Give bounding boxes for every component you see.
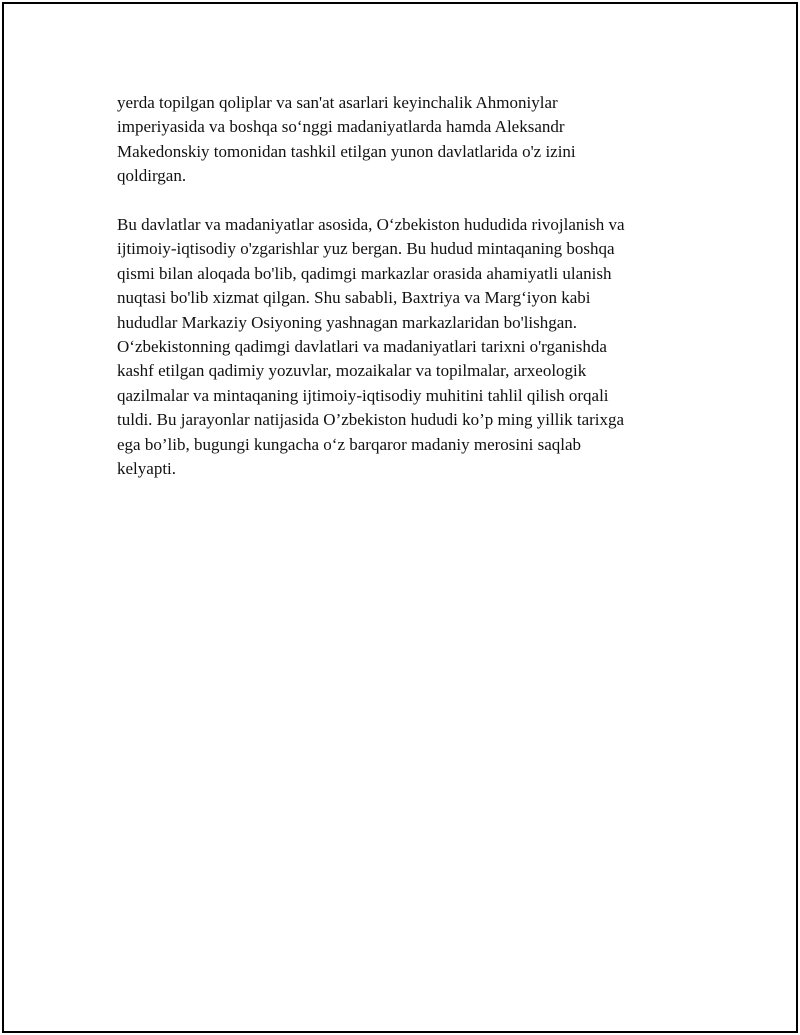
paragraph-1 — [117, 91, 677, 189]
text-line: kashf etilgan qadimiy yozuvlar, mozaikalar va topilmalar, arxeologik — [117, 361, 587, 381]
text-line: imperiyasida va boshqa so‘nggi madaniyatlarda hamda Aleksandr — [117, 117, 565, 137]
text-line: qazilmalar va mintaqaning ijtimoiy-iqtisodiy muhitini tahlil qilish orqali — [117, 385, 609, 405]
text-line: O‘zbekistonning qadimgi davlatlari va madaniyatlari tarixni o'rganishda — [117, 337, 607, 357]
text-line: tuldi. Bu jarayonlar natijasida O’zbekiston hududi ko’p ming yillik tarixga — [117, 410, 625, 430]
text-line: ega bo’lib, bugungi kungacha o‘z barqaror madaniy merosini saqlab — [117, 434, 582, 454]
text-line: hududlar Markaziy Osiyoning yashnagan markazlaridan bo'lishgan. — [117, 312, 578, 332]
text-line: qismi bilan aloqada bo'lib, qadimgi markazlar orasida ahamiyatli ulanish — [117, 263, 612, 283]
paragraph-2 — [117, 213, 677, 481]
text-line: qoldirgan. — [117, 166, 187, 186]
text-line: yerda topilgan qoliplar va san'at asarlari keyinchalik Ahmoniylar — [117, 93, 558, 112]
text-line: kelyapti. — [117, 459, 177, 479]
document-body — [117, 91, 677, 506]
text-line: nuqtasi bo'lib xizmat qilgan. Shu sababli, Baxtriya va Marg‘iyon kabi — [117, 288, 591, 308]
text-line: Bu davlatlar va madaniyatlar asosida, O‘zbekiston hududida rivojlanish va — [117, 215, 625, 235]
text-line: Makedonskiy tomonidan tashkil etilgan yunon davlatlarida o'z izini — [117, 141, 576, 161]
text-line: ijtimoiy-iqtisodiy o'zgarishlar yuz bergan. Bu hudud mintaqaning boshqa — [117, 239, 615, 259]
